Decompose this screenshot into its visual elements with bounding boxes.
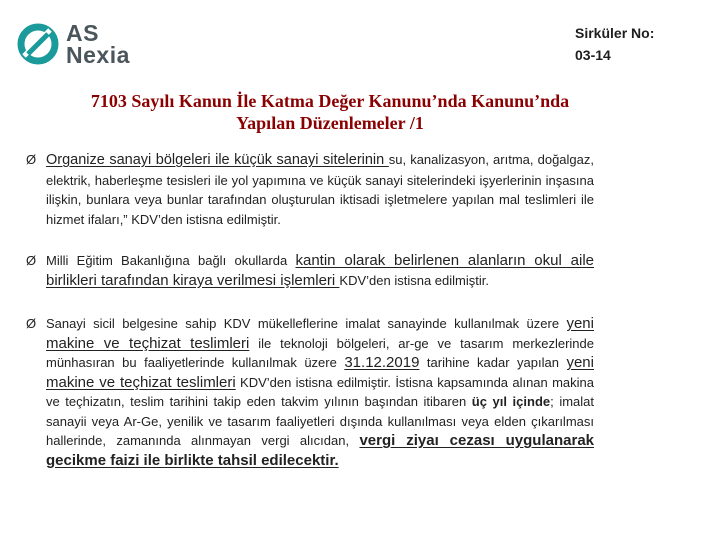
bullet-list <box>26 150 594 470</box>
bullet-item-osb <box>26 150 594 229</box>
nexia-logo-icon <box>16 22 60 66</box>
bullet3-underlined-1: yeni makine ve teçhizat teslimleri <box>46 315 594 352</box>
circular-label: Sirküler No: <box>575 25 655 41</box>
bullet3-underlined-3: vergi ziyaı cezası uygulanarak gecikme faizi ile birlikte tahsil edilecektir. <box>46 432 594 469</box>
logo-line2: Nexia <box>66 42 130 68</box>
bullet2-underlined: kantin olarak belirlenen alanların okul aile birlikleri tarafından kiraya verilmesi işlemleri <box>46 252 594 289</box>
bullet3-date: 31.12.2019 <box>344 354 420 371</box>
circular-info <box>575 22 654 66</box>
page-title <box>18 90 642 134</box>
circular-number: 03-14 <box>575 47 611 63</box>
bullet-item-kantin <box>26 251 594 290</box>
bullet3-text-4: KDV’den istisna edilmiştir. İstisna kapsamında alınan makina ve teçhizatın, teslim tarihini takip eden takvim yılının başından itibaren <box>46 374 594 409</box>
bullet3-bold: üç yıl içinde <box>471 394 551 409</box>
bullet-item-makine <box>26 314 594 470</box>
bullet3-text-1: Sanayi sicil belgesine sahip KDV mükelleflerine imalat sanayinde kullanılmak üzere <box>46 316 567 331</box>
bullet2-text-2: KDV’den istisna edilmiştir. <box>339 272 489 288</box>
logo <box>16 22 130 66</box>
bullet1-underlined: Organize sanayi bölgeleri ile küçük sanayi sitelerinin <box>46 152 389 168</box>
arrow-bullet-icon: Ø <box>26 152 37 167</box>
bullet3-text-3: tarihine kadar yapılan <box>419 355 567 370</box>
bullet3-text-5: ; imalat sanayii veya Ar-Ge, yenilik ve tasarım faaliyetleri dışında kullanılması veya elden çıkarılması hallerinde, zamanında alınmayan vergi alıcıdan, <box>46 394 594 448</box>
logo-line1: AS <box>66 20 99 46</box>
title-line2: Yapılan Düzenlemeler /1 <box>236 113 424 133</box>
bullet2-text-1: Milli Eğitim Bakanlığına bağlı okullarda <box>46 253 296 268</box>
arrow-bullet-icon: Ø <box>26 316 37 331</box>
arrow-bullet-icon: Ø <box>26 253 37 268</box>
bullet3-underlined-2: yeni makine ve teçhizat teslimleri <box>46 354 594 391</box>
bullet1-text: su, kanalizasyon, arıtma, doğalgaz, elektrik, haberleşme tesisleri ile yol yapımına ve küçük sanayi sitelerindeki işyerlerinin inşasına ilişkin, bunlara veya bunlar tarafından oluşturulan iktisadi işletmelere yapılan mal teslimleri ile hizmet ifaları,” KDV’den istisna edilmiştir. <box>46 152 594 227</box>
title-line1: 7103 Sayılı Kanun İle Katma Değer Kanunu’nda Kanunu’nda <box>90 91 570 111</box>
bullet3-text-2: ile teknoloji bölgeleri, ar-ge ve tasarım merkezlerinde münhasıran bu faaliyetlerinde kullanılmak üzere <box>46 335 594 370</box>
